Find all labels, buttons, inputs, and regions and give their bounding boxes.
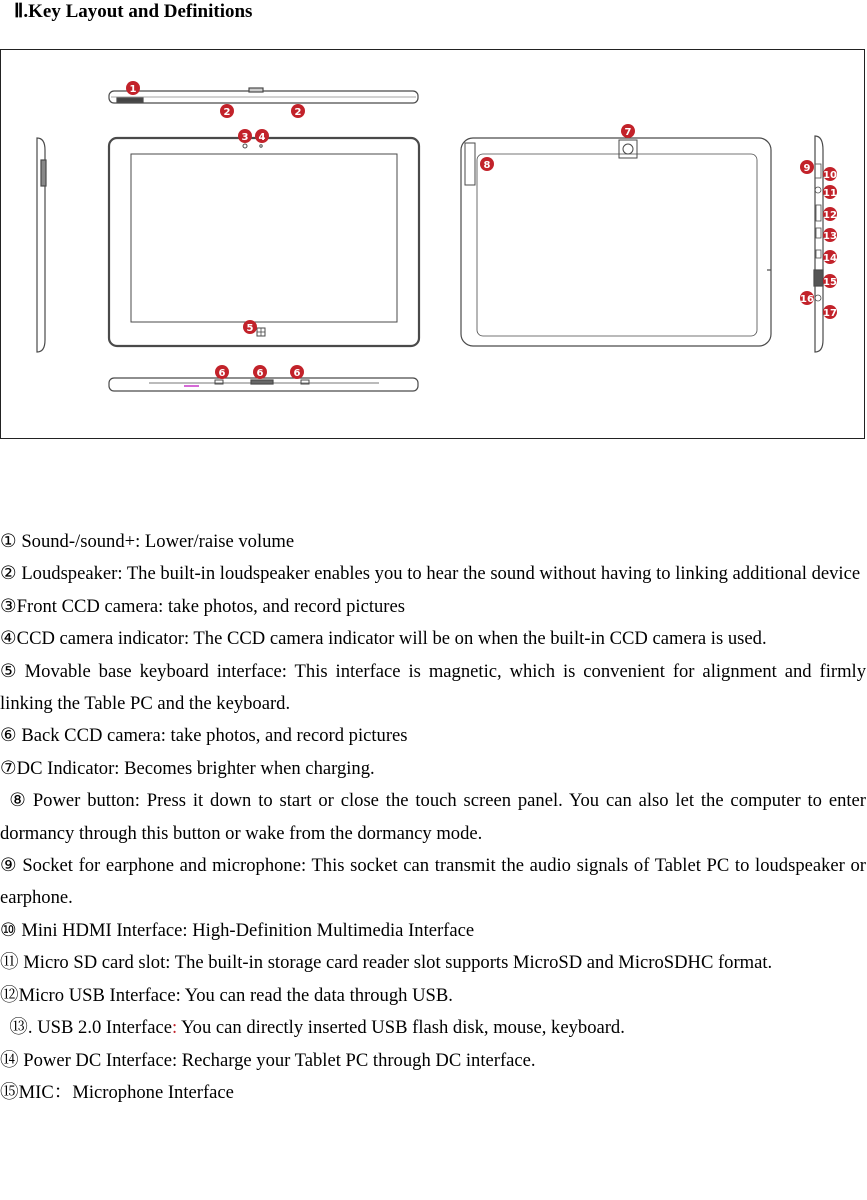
svg-text:2: 2: [223, 107, 231, 118]
definition-item: ⑪ Micro SD card slot: The built-in storage card reader slot supports MicroSD and MicroSDHC format.: [0, 952, 773, 974]
callout-6a: [215, 365, 229, 379]
svg-text:11: 11: [823, 188, 837, 199]
svg-text:15: 15: [823, 277, 837, 288]
svg-text:2: 2: [294, 107, 302, 118]
callout-15: [823, 274, 837, 288]
bottom-edge-view: [109, 378, 418, 391]
callout-6b: [253, 365, 267, 379]
callout-markers: [126, 81, 837, 379]
definition-item: ④CCD camera indicator: The CCD camera indicator will be on when the built-in CCD camera is used.: [0, 628, 767, 650]
definition-item: ⑮MIC：Microphone Interface: [0, 1081, 234, 1103]
svg-text:7: 7: [624, 127, 632, 138]
right-side-view: [814, 136, 823, 352]
front-view: [109, 138, 419, 346]
callout-10: [823, 167, 837, 181]
definition-item: ⑫Micro USB Interface: You can read the data through USB.: [0, 984, 453, 1006]
svg-text:13: 13: [823, 231, 837, 242]
callout-2b: [291, 104, 305, 118]
section-heading: Ⅱ.Key Layout and Definitions: [14, 1, 253, 22]
svg-text:12: 12: [823, 210, 837, 221]
callout-14: [823, 250, 837, 264]
definition-item: ② Loudspeaker: The built-in loudspeaker enables you to hear the sound without having to linking additional device: [0, 563, 861, 585]
definition-item: ⑦DC Indicator: Becomes brighter when charging.: [0, 757, 375, 779]
svg-text:14: 14: [823, 253, 837, 264]
svg-text:6: 6: [218, 368, 226, 379]
callout-12: [823, 207, 837, 221]
svg-text:6: 6: [293, 368, 301, 379]
svg-text:10: 10: [823, 170, 837, 181]
back-view: [461, 138, 771, 346]
callout-6c: [290, 365, 304, 379]
definition-item: ① Sound-/sound+: Lower/raise volume: [0, 531, 295, 552]
callout-5: [243, 320, 257, 334]
top-edge-view: [109, 88, 418, 103]
callout-3: [238, 129, 252, 143]
definition-item: ⑨ Socket for earphone and microphone: This socket can transmit the audio signals of Tablet PC to loudspeaker or earphone.: [0, 855, 866, 909]
callout-17: [823, 305, 837, 319]
svg-text:1: 1: [129, 84, 137, 95]
svg-text:3: 3: [241, 132, 249, 143]
callout-11: [823, 185, 837, 199]
callout-9: [800, 160, 814, 174]
callout-8: [480, 157, 494, 171]
left-side-view: [37, 138, 46, 352]
svg-text:5: 5: [246, 323, 254, 334]
definition-item: ③Front CCD camera: take photos, and record pictures: [0, 595, 405, 617]
callout-13: [823, 228, 837, 242]
callout-16: [800, 291, 814, 305]
definition-item: ⑬. USB 2.0 Interface: You can directly inserted USB flash disk, mouse, keyboard.: [0, 1017, 625, 1039]
definition-item: ⑩ Mini HDMI Interface: High-Definition Multimedia Interface: [0, 919, 475, 941]
svg-text:8: 8: [483, 160, 491, 171]
definition-item: ⑭ Power DC Interface: Recharge your Tablet PC through DC interface.: [0, 1049, 536, 1071]
svg-text:16: 16: [800, 294, 814, 305]
device-diagram-svg: [1, 50, 866, 440]
callout-2a: [220, 104, 234, 118]
definitions-list: [0, 526, 866, 1109]
definition-item: ⑧ Power button: Press it down to start or close the touch screen panel. You can also let the computer to enter dormancy through this button or wake from the dormancy mode.: [0, 790, 866, 844]
svg-text:9: 9: [803, 163, 811, 174]
definition-item: ⑤ Movable base keyboard interface: This interface is magnetic, which is convenient for alignment and firmly linking the Table PC and the keyboard.: [0, 660, 866, 715]
callout-1: [126, 81, 140, 95]
definition-item: ⑥ Back CCD camera: take photos, and record pictures: [0, 725, 408, 747]
svg-text:6: 6: [256, 368, 264, 379]
callout-7: [621, 124, 635, 138]
svg-text:4: 4: [258, 132, 266, 143]
device-diagram: [0, 49, 865, 439]
callout-4: [255, 129, 269, 143]
svg-text:17: 17: [823, 308, 837, 319]
